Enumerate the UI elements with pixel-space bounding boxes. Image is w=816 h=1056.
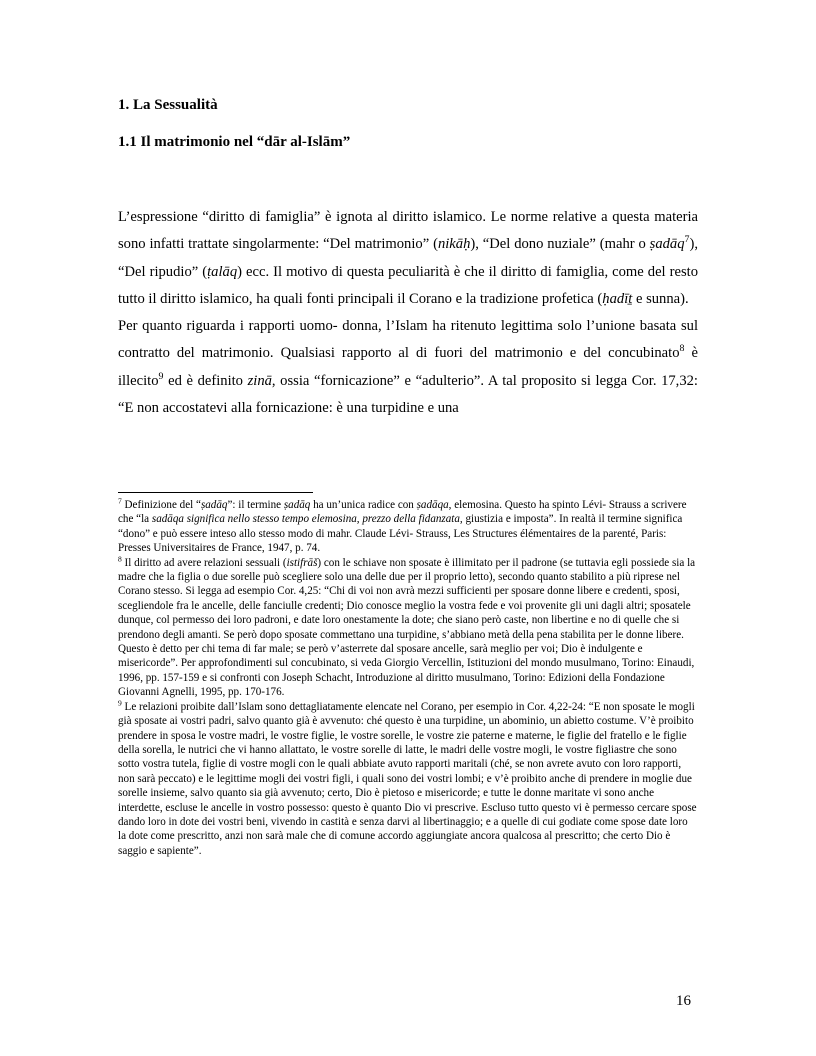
footnote-7-quote: sadāqa significa nello stesso tempo elemosina, prezzo della fidanzata, xyxy=(151,513,463,526)
section-heading: 1. La Sessualità xyxy=(118,97,218,113)
footnote-7: $^7$ Definizione del “ṣadāq”: il termine ṣadāq ha un’unica radice con ṣadāqa, elemosina. Questo ha spinto Lévi- Strauss a scrivere che “la sadāqa significa nello stesso tempo elemosina, prezzo della fidanzata, giustizia e imposta”. In realtà il termine significa “dono” e può essere inteso allo stesso modo di mahr. Claude Lévi- Strauss, Les Structures élémentaires de la parenté, Paris: Presses Universitaires de France, 1947, p. 74. xyxy=(118,496,687,555)
footnote-separator xyxy=(118,492,313,493)
footnote-ref-9[interactable]: 9 xyxy=(158,370,164,382)
subsection-heading: 1.1 Il matrimonio nel “dār al-Islām” xyxy=(118,134,351,150)
body-paragraph-2: Per quanto riguarda i rapporti uomo- donna, l’Islam ha ritenuto legittima solo l’unione basata sul contratto del matrimonio. Qualsiasi rapporto al di fuori del matrimonio e del concubinato$^8$ è illecito$^9$ ed è definito zinā, ossia “fornicazione” e “adulterio”. A tal proposito si legga Cor. 17,32: “E non accostatevi alla fornicazione: è una turpidine e una xyxy=(118,318,698,417)
body-paragraph-1: L’espressione “diritto di famiglia” è ignota al diritto islamico. Le norme relative a questa materia sono infatti trattate singolarmente: “Del matrimonio” (nikāḥ), “Del dono nuziale” (mahr o ṣadāq$^7$), “Del ripudio” (ṭalāq) ecc. Il motivo di questa peculiarità è che il diritto di famiglia, come del resto tutto il diritto islamico, ha quali fonti principali il Corano e la tradizione profetica (ḥadīṯ e sunna). xyxy=(118,209,699,307)
term-sadaq: ṣadāq xyxy=(649,236,685,253)
term-talaq: ṭalāq xyxy=(207,263,238,280)
footnote-8: $^8$ Il diritto ad avere relazioni sessuali (istifrāš) con le schiave non sposate è illimitato per il padrone (se tuttavia egli possiede sia la madre che la figlia o due sorelle può scegliere solo una delle due per il proprio letto), secondo quanto stabilito a più riprese nel Corano stesso. Si legga ad esempio Cor. 4,25: “Chi di voi non avrà mezzi sufficienti per sposare donne libere e credenti, sposi, scegliendole fra le ancelle, delle fanciulle credenti; Dio conosce meglio la vostra fede e voi provenite gli uni dagli altri; sposatele dunque, col permesso dei loro padroni, e date loro onestamente la dote; che siano però caste, non libertine e no di quelle che si prendono degli amanti. Se però dopo sposate commettano una turpidine, s’abbiano metà della pena stabilita per le donne libere. Questo è detto per chi tema di far male; se però v’asterrete dal sposare ancelle, sarà meglio per voi; Dio è indulgente e misericorde”. Per approfondimenti sul concubinato, si veda Giorgio Vercellin, Istituzioni del mondo musulmano, Torino: Einaudi, 1996, pp. 157-159 e si confronti con Joseph Schacht, Introduzione al diritto musulmano, Torino: Edizioni della Fondazione Giovanni Agnelli, 1995, pp. 170-176. xyxy=(118,553,696,699)
page-number: 16 xyxy=(676,993,691,1009)
footnote-ref-7[interactable]: 7 xyxy=(684,234,690,246)
footnotes xyxy=(118,498,698,858)
footnote-ref-8[interactable]: 8 xyxy=(679,343,685,355)
term-hadith: ḥadīṯ xyxy=(602,290,633,307)
footnote-number-7: 7 xyxy=(118,496,122,506)
footnote-number-9: 9 xyxy=(118,698,122,707)
footnote-9: $^9$ Le relazioni proibite dall’Islam sono dettagliatamente elencate nel Corano, per esempio in Cor. 4,22-24: “E non sposate le mogli già sposate ai vostri padri, salvo quanto già è avvenuto: ché questo è una turpidine, un abominio, un abietto costume. V’è proibito prendere in sposa le vostre madri, le vostre figlie, le vostre sorelle, le vostre zie paterne e materne, le figlie del fratello e le figlie della sorella, le nutrici che vi hanno allattato, le vostre sorelle di latte, le madri delle vostre mogli, le vostre figliastre che sono sotto vostra tutela, figlie di vostre mogli con le quali abbiate avuto rapporti maritali (ché, se non avrete avuto con loro rapporti, non sarà peccato) e le legittime mogli dei vostri figli, i quali sono dei vostri lombi; e v’è proibito anche di prendere in moglie due sorelle insieme, salvo quanto sia già avvenuto; certo, Dio è pietoso e misericorde; e tutte le donne maritate vi sono anche interdette, escluse le ancelle in vostro possesso: questo è quanto Dio vi prescrive. Escluso tutto questo vi è permesso cercare spose dando loro in dote dei vostri beni, vivendo in castità e senza darvi al libertinaggio; e a quelle di cui godiate come spose date loro la dote come prescritto, anzi non sarà male che di comune accordo aggiungiate ancora qualcosa al prescritto; che certo Dio è saggio e sapiente”. xyxy=(118,698,697,857)
body-text xyxy=(118,204,698,422)
term-zina: zinā xyxy=(247,372,272,389)
term-nikah: nikāḥ xyxy=(437,236,471,253)
footnote-number-8: 8 xyxy=(118,553,122,563)
